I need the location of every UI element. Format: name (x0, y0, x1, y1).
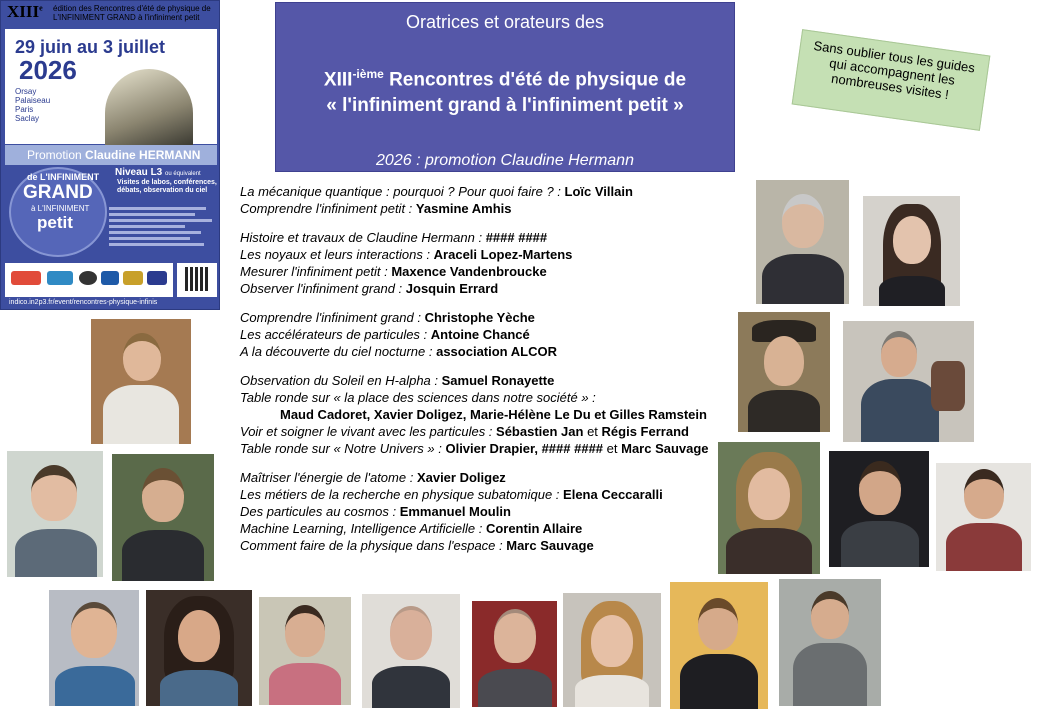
program-speaker: Samuel Ronayette (441, 373, 555, 388)
poster-cities (15, 87, 50, 123)
title-line-2 (276, 67, 734, 91)
poster-niveau (115, 167, 201, 178)
program-item (240, 389, 720, 406)
program-speaker: association ALCOR (436, 344, 557, 359)
speaker-photo (7, 451, 103, 577)
speaker-photo (756, 180, 849, 304)
program-speaker: Loïc Villain (564, 184, 633, 199)
program-conjunction: et (583, 424, 602, 439)
poster-de: de L'INFINIMENT (27, 172, 100, 182)
poster-niveau-sub: ou équivalent (165, 171, 201, 177)
poster-edition-text: édition des Rencontres d'été de physique de L'INFINIMENT GRAND à l'infiniment petit (53, 4, 211, 22)
speaker-photo (843, 321, 974, 442)
partner-logo (11, 271, 41, 285)
program-list (240, 183, 720, 554)
speaker-photo (49, 590, 139, 706)
program-speaker: Marc Sauvage (621, 441, 709, 456)
event-poster (0, 0, 220, 310)
speaker-photo (779, 579, 881, 706)
program-item (240, 309, 720, 326)
speaker-photo (718, 442, 820, 574)
qr-code-icon (185, 267, 209, 291)
program-item (240, 503, 720, 520)
program-item (240, 406, 720, 423)
program-item (240, 423, 720, 440)
program-topic: Table ronde sur « Notre Univers » : (240, 441, 446, 456)
poster-rencontres: Rencontres (11, 129, 78, 143)
program-speaker: Xavier Doligez (416, 470, 506, 485)
poster-dates: 29 juin au 3 juillet (15, 37, 166, 57)
program-speaker: Emmanuel Moulin (399, 504, 511, 519)
program-speaker: Maud Cadoret, Xavier Doligez, Marie-Hélène Le Du et Gilles Ramstein (280, 407, 707, 422)
partner-logo (101, 271, 119, 285)
program-speaker: Olivier Drapier, #### #### (445, 441, 604, 456)
program-topic: A la découverte du ciel nocturne : (240, 344, 437, 359)
program-item (240, 469, 720, 486)
partner-logo (123, 271, 143, 285)
program-speaker: Marc Sauvage (506, 538, 594, 553)
program-topic: Observer l'infiniment grand : (240, 281, 406, 296)
poster-city: Orsay (15, 87, 37, 96)
program-topic: Mesurer l'infiniment petit : (240, 264, 392, 279)
poster-edition (7, 2, 43, 22)
poster-url: indico.in2p3.fr/event/rencontres-physique-infinis (9, 299, 158, 306)
program-speaker: Yasmine Amhis (415, 201, 512, 216)
program-topic: Les noyaux et leurs interactions : (240, 247, 434, 262)
poster-city: Saclay (15, 114, 40, 123)
program-topic: Table ronde sur « la place des sciences dans notre société » : (240, 390, 596, 405)
program-item (240, 280, 720, 297)
poster-promo (27, 148, 200, 162)
program-item (240, 263, 720, 280)
program-item (240, 246, 720, 263)
guides-note: Sans oublier tous les guides qui accompagnent les nombreuses visites ! (792, 29, 991, 131)
program-item (240, 440, 720, 457)
poster-city: Paris (15, 105, 34, 114)
program-speaker: Elena Ceccaralli (563, 487, 663, 502)
program-item (240, 372, 720, 389)
poster-niveau-label: Niveau L3 (115, 167, 163, 178)
program-topic: Voir et soigner le vivant avec les particules : (240, 424, 497, 439)
program-speaker: Antoine Chancé (430, 327, 530, 342)
speaker-photo (936, 463, 1031, 571)
program-item (240, 520, 720, 537)
program-topic: Des particules au cosmos : (240, 504, 400, 519)
poster-year: 2026 (19, 55, 77, 85)
poster-visites: Visites de labos, conférences, débats, observation du ciel (117, 179, 217, 194)
poster-promo-name: Claudine HERMANN (85, 148, 201, 162)
program-speaker: Araceli Lopez-Martens (433, 247, 573, 262)
program-item (240, 486, 720, 503)
program-conjunction: et (603, 441, 622, 456)
program-item (240, 343, 720, 360)
program-topic: Les accélérateurs de particules : (240, 327, 431, 342)
poster-petit: petit (37, 213, 73, 232)
program-topic: Comment faire de la physique dans l'espace : (240, 538, 507, 553)
poster-city: Palaiseau (15, 96, 51, 105)
program-speaker: Sébastien Jan (496, 424, 584, 439)
program-speaker: Régis Ferrand (601, 424, 689, 439)
program-topic: Observation du Soleil en H-alpha : (240, 373, 442, 388)
partner-logo (47, 271, 73, 285)
program-topic: Comprendre l'infiniment grand : (240, 310, 425, 325)
speaker-photo (863, 196, 960, 306)
speaker-photo (91, 319, 191, 444)
program-item (240, 200, 720, 217)
program-topic: Machine Learning, Intelligence Artificielle : (240, 521, 486, 536)
title-edition-sup: -ième (352, 67, 384, 81)
program-speaker: Christophe Yèche (424, 310, 535, 325)
title-box (275, 2, 735, 172)
program-item (240, 326, 720, 343)
speaker-photo (738, 312, 830, 432)
program-item (240, 183, 720, 200)
program-topic: Maîtriser l'énergie de l'atome : (240, 470, 417, 485)
speaker-photo (563, 593, 661, 707)
program-topic: Les métiers de la recherche en physique subatomique : (240, 487, 564, 502)
program-item (240, 537, 720, 554)
title-edition: XIII (323, 69, 353, 91)
speaker-photo (146, 590, 252, 706)
poster-grand: GRAND (23, 182, 93, 203)
program-speaker: Corentin Allaire (485, 521, 583, 536)
program-topic: Histoire et travaux de Claudine Hermann : (240, 230, 486, 245)
partner-logo (147, 271, 167, 285)
speaker-photo (829, 451, 929, 567)
poster-schedule (109, 207, 217, 259)
speaker-photo (472, 601, 557, 707)
speaker-photo (259, 597, 351, 705)
program-topic: La mécanique quantique : pourquoi ? Pour quoi faire ? : (240, 184, 565, 199)
program-speaker: Josquin Errard (405, 281, 499, 296)
speaker-photo (362, 594, 460, 708)
title-line-1: Oratrices et orateurs des (405, 12, 605, 32)
program-speaker: Maxence Vandenbroucke (391, 264, 547, 279)
speaker-photo (112, 454, 214, 581)
program-speaker: #### #### (485, 230, 548, 245)
poster-promo-prefix: Promotion (27, 148, 82, 162)
partner-logo (79, 271, 97, 285)
program-item (240, 229, 720, 246)
poster-alinf: à L'INFINIMENT (31, 204, 90, 213)
poster-edition-number: XIII (7, 2, 40, 21)
title-line-2-text: Rencontres d'été de physique de (383, 69, 687, 91)
poster-edition-sup: e (39, 3, 43, 13)
speaker-photo (670, 582, 768, 709)
program-topic: Comprendre l'infiniment petit : (240, 201, 416, 216)
title-line-3: « l'infiniment grand à l'infiniment petit » (326, 95, 684, 116)
title-promotion: 2026 : promotion Claudine Hermann (376, 152, 634, 169)
